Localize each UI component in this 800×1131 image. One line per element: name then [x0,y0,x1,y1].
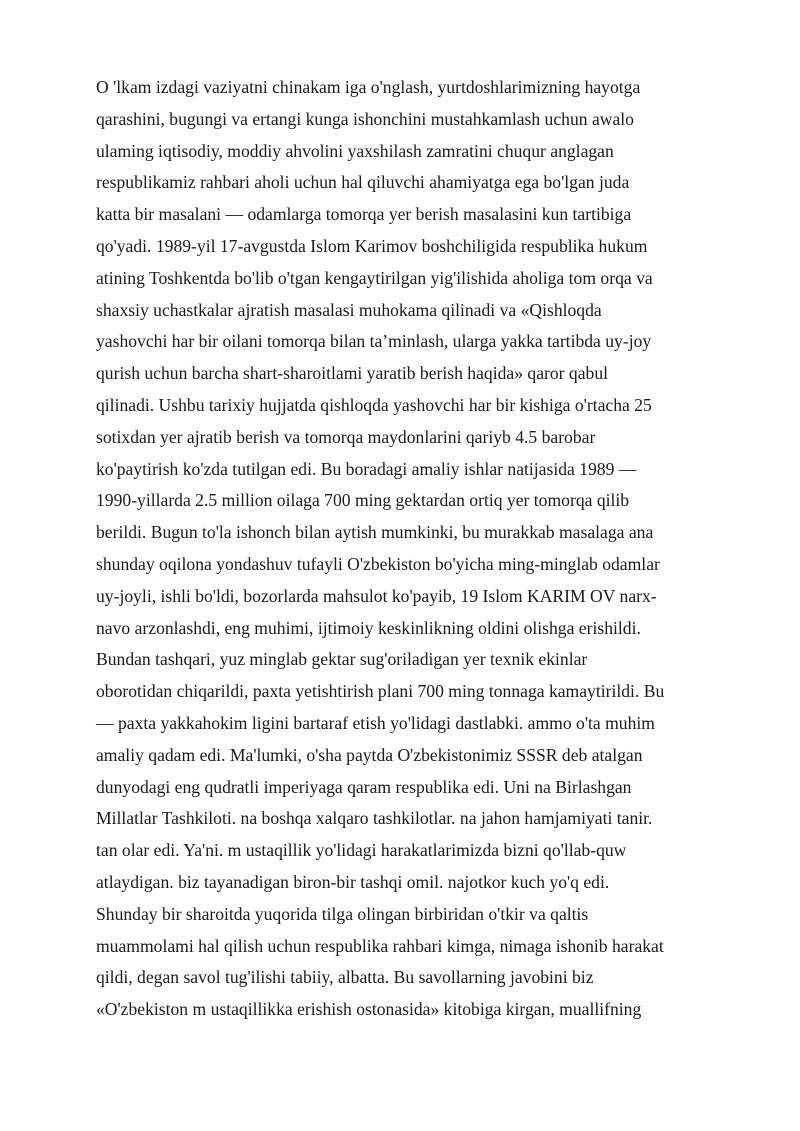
text-line: qilinadi. Ushbu tarixiy hujjatda qishloqda yashovchi har bir kishiga o'rtacha 25 [96,394,652,415]
text-line: «O'zbekiston m ustaqillikka erishish ostonasida» kitobiga kirgan, muallifning [96,999,642,1020]
text-line: uy-joyli, ishli bo'ldi, bozorlarda mahsulot ko'payib, 19 Islom KARIM OV narx- [96,585,657,606]
text-line: dunyodagi eng qudratli imperiyaga qaram respublika edi. Uni na Birlashgan [96,776,632,797]
body-paragraph [96,72,736,1026]
text-line: qildi, degan savol tug'ilishi tabiiy, albatta. Bu savollarning javobini biz [96,967,594,988]
text-line: atining Toshkentda bo'lib o'tgan kengaytirilgan yig'ilishida aholiga tom orqa va [96,267,653,288]
text-line: qarashini, bugungi va ertangi kunga ishonchini mustahkamlash uchun awalo [96,108,634,129]
text-line: tan olar edi. Ya'ni. m ustaqillik yo'lidagi harakatlarimizda bizni qo'llab-quw [96,840,627,861]
text-line: ulaming iqtisodiy, moddiy ahvolini yaxshilash zamratini chuqur anglagan [96,140,614,161]
text-line: muammolami hal qilish uchun respublika rahbari kimga, nimaga ishonib harakat [96,935,664,956]
text-line: berildi. Bugun to'la ishonch bilan aytish mumkinki, bu murakkab masalaga ana [96,522,654,543]
text-line: yashovchi har bir oilani tomorqa bilan ta’minlash, ularga yakka tartibda uy-joy [96,331,652,352]
text-line: amaliy qadam edi. Ma'lumki, o'sha paytda O'zbekistonimiz SSSR deb atalgan [96,744,643,765]
text-line: Millatlar Tashkiloti. na boshqa xalqaro tashkilotlar. na jahon hamjamiyati tanir. [96,808,653,829]
text-line: katta bir masalani — odamlarga tomorqa yer berish masalasini kun tartibiga [96,204,632,225]
text-line: Bundan tashqari, yuz minglab gektar sug'oriladigan yer texnik ekinlar [96,649,588,670]
text-line: qo'yadi. 1989-yil 17-avgustda Islom Karimov boshchiligida respublika hukum [96,235,648,256]
text-line: respublikamiz rahbari aholi uchun hal qiluvchi ahamiyatga ega bo'lgan juda [96,172,630,193]
text-line: O 'lkam izdagi vaziyatni chinakam iga o'nglash, yurtdoshlarimizning hayotga [96,77,641,97]
text-line: shunday oqilona yondashuv tufayli O'zbekiston bo'yicha ming-minglab odamlar [96,553,660,574]
text-line: 1990-yillarda 2.5 million oilaga 700 ming gektardan ortiq yer tomorqa qilib [96,490,630,511]
text-line: navo arzonlashdi, eng muhimi, ijtimoiy keskinlikning oldini olishga erishildi. [96,617,641,638]
text-line: qurish uchun barcha shart-sharoitlami yaratib berish haqida» qaror qabul [96,363,609,384]
text-line: sotixdan yer ajratib berish va tomorqa maydonlarini qariyb 4.5 barobar [96,426,596,447]
text-line: oborotidan chiqarildi, paxta yetishtirish plani 700 ming tonnaga kamaytirildi. Bu [96,681,665,702]
text-line: ko'paytirish ko'zda tutilgan edi. Bu boradagi amaliy ishlar natijasida 1989 — [96,458,637,479]
text-line: — paxta yakkahokim ligini bartaraf etish yo'lidagi dastlabki. ammo o'ta muhim [96,712,655,733]
text-line: Shunday bir sharoitda yuqorida tilga olingan birbiridan o'tkir va qaltis [96,903,589,924]
text-line: atlaydigan. biz tayanadigan biron-bir tashqi omil. najotkor kuch yo'q edi. [96,871,610,892]
text-line: shaxsiy uchastkalar ajratish masalasi muhokama qilinadi va «Qishloqda [96,299,602,320]
